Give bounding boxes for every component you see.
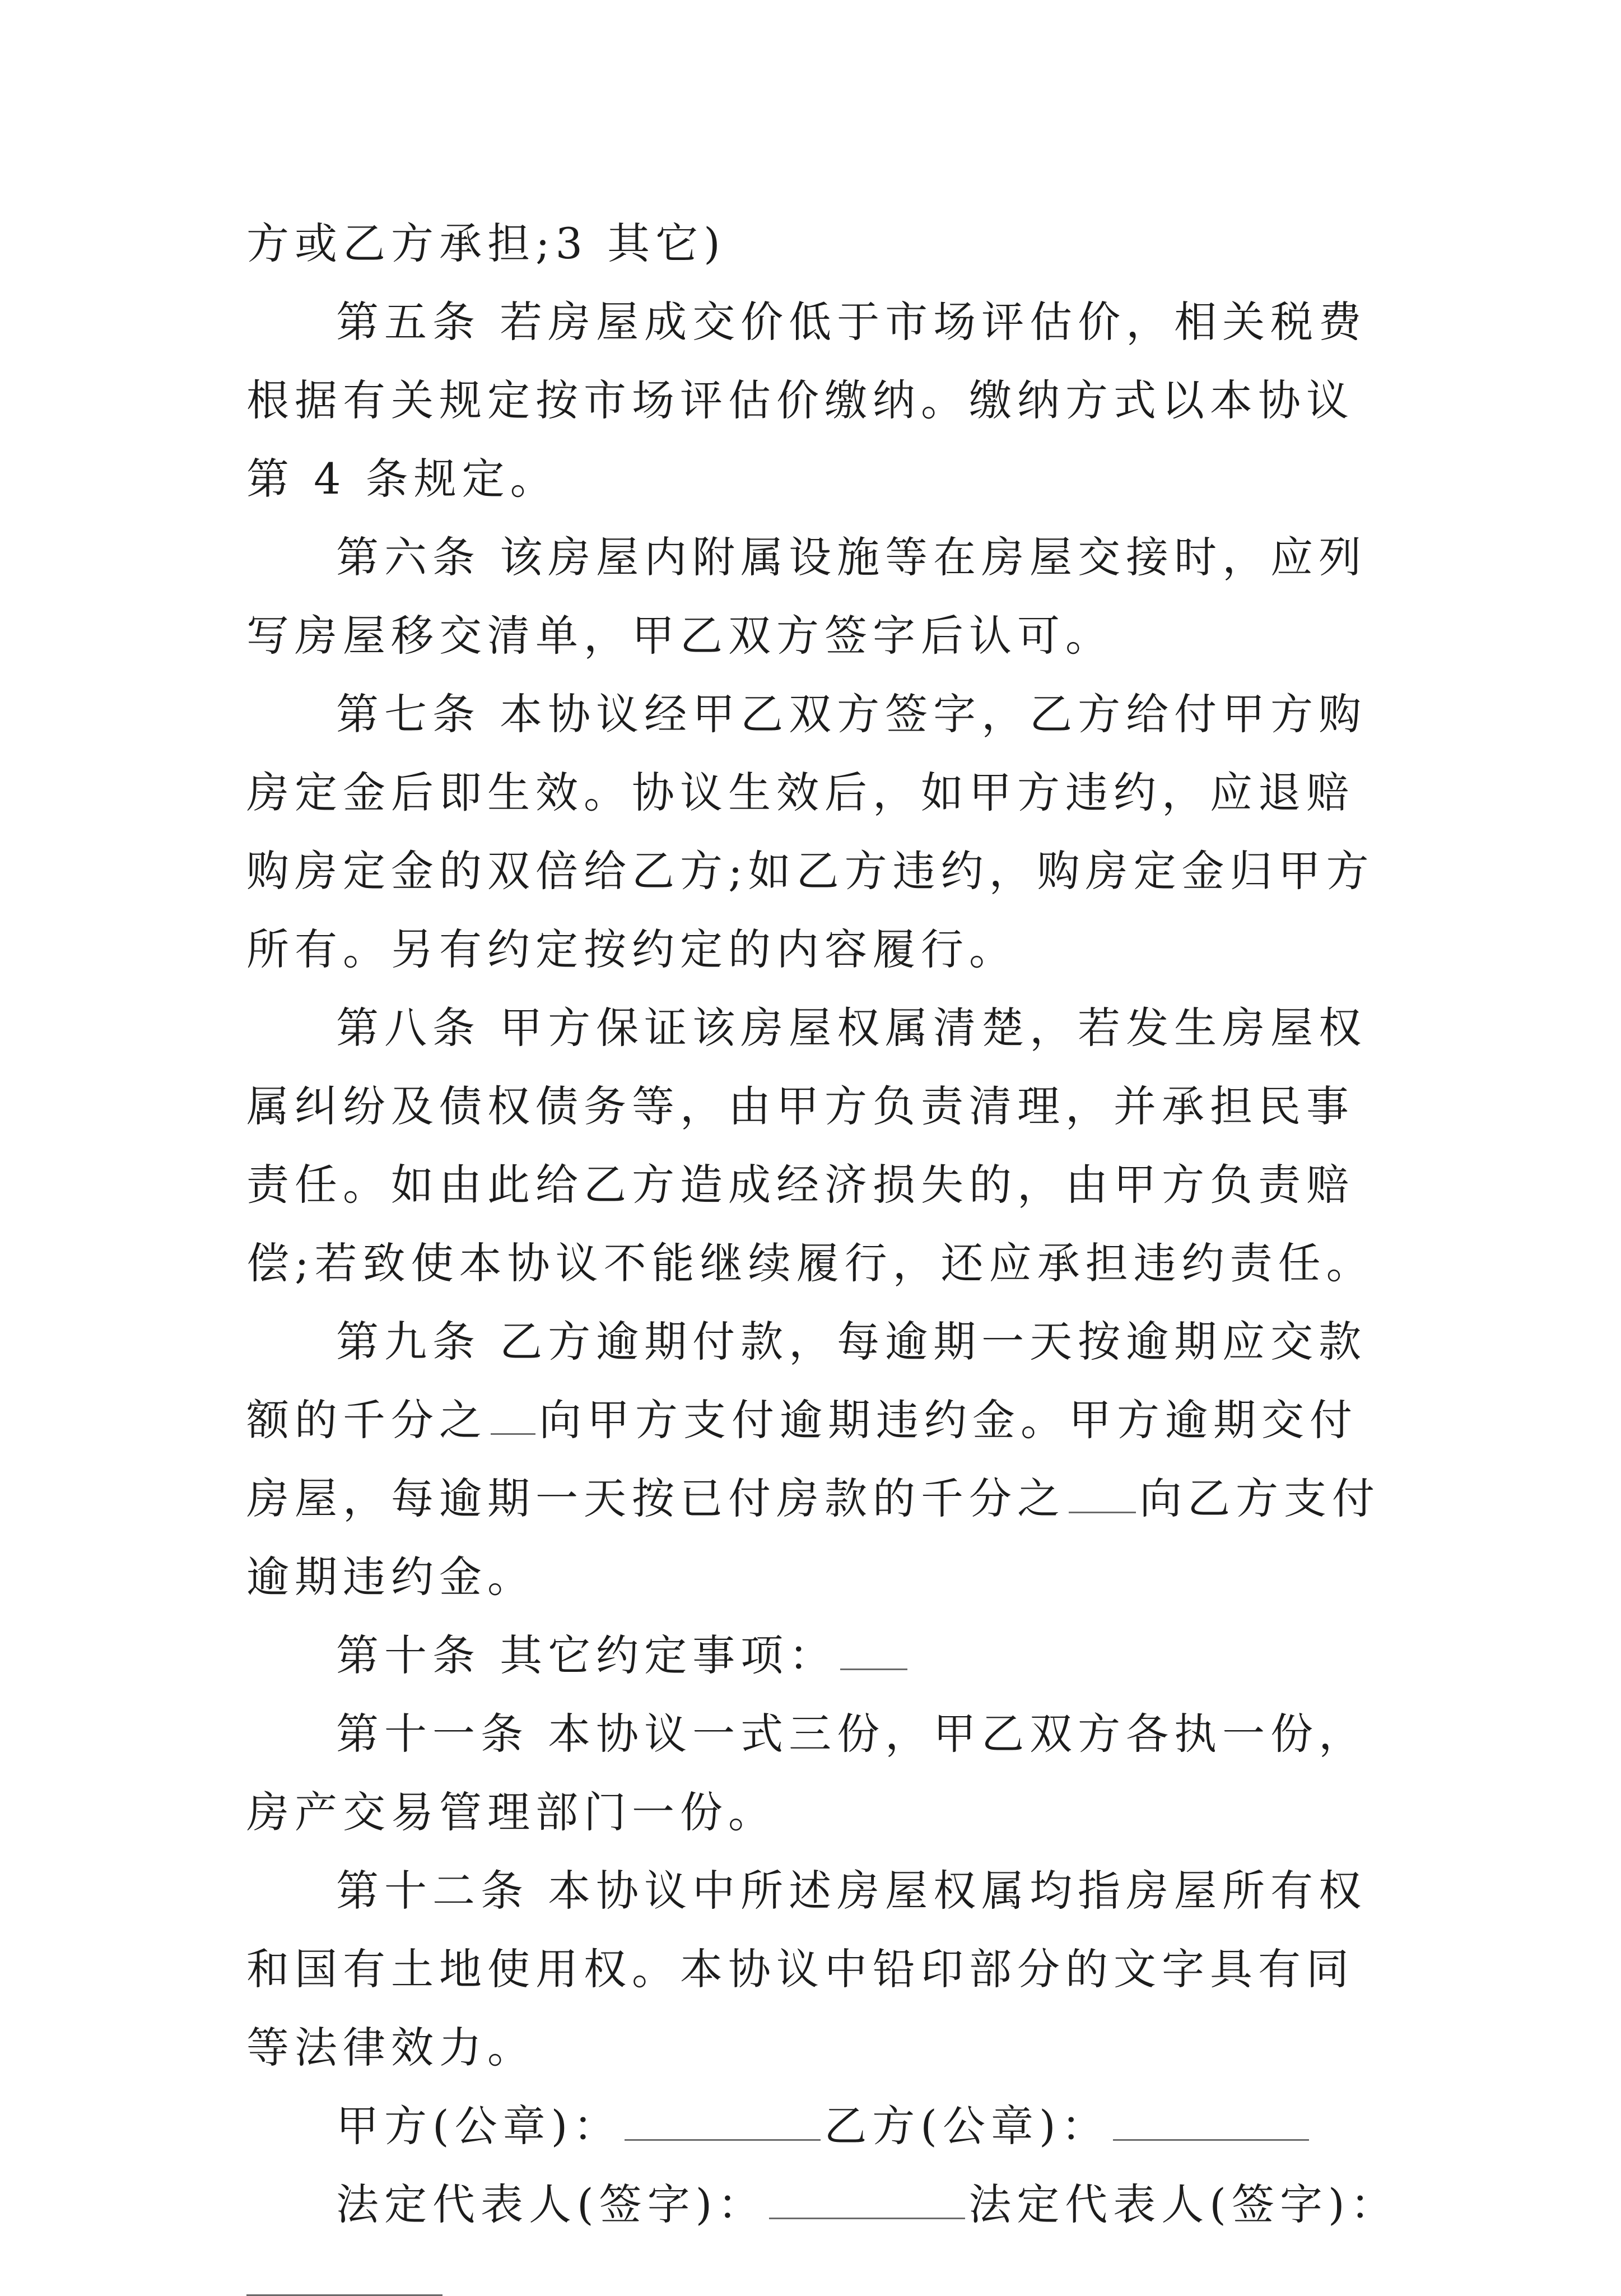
party-a-rep-blank [769, 2181, 965, 2219]
article-11: 第十一条 本协议一式三份，甲乙双方各执一份，房产交易管理部门一份。 [246, 1709, 1367, 1837]
party-b-seal-label: 乙方(公章)： [824, 2101, 1110, 2151]
party-b-rep-label: 法定代表人(签字)： [968, 2179, 1399, 2229]
article-9-part-2: 向甲方支付逾期违约金。甲方逾期交付房屋，每逾期一天按已付房款的千分之 [246, 1395, 1358, 1523]
article-9-part-1: 第九条 乙方逾期付款，每逾期一天按逾期应交款额的千分之 [246, 1317, 1367, 1445]
article-12: 第十二条 本协议中所述房屋权属均指房屋所有权和国有土地使用权。本协议中铅印部分的文字具有同等法律效力。 [246, 1866, 1367, 2072]
article-6: 第六条 该房屋内附属设施等在房屋交接时，应列写房屋移交清单，甲乙双方签字后认可。 [246, 532, 1367, 661]
blank-rate-1 [491, 1396, 535, 1435]
seal-row [246, 2087, 1400, 2165]
party-a-seal-blank [625, 2102, 821, 2141]
paragraph-continuation: 方或乙方承担;3 其它) [246, 219, 726, 268]
article-10 [246, 1616, 1400, 1695]
party-a-rep-label: 法定代表人(签字)： [336, 2179, 766, 2229]
party-a-seal-label: 甲方(公章)： [336, 2101, 622, 2151]
document-body [246, 204, 1400, 2296]
article-5: 第五条 若房屋成交价低于市场评估价，相关税费根据有关规定按市场评估价缴纳。缴纳方式以本协议第 4 条规定。 [246, 297, 1367, 504]
article-10-text: 第十条 其它约定事项： [336, 1630, 837, 1680]
article-9-part-3: 向乙方支付逾期违约金。 [246, 1474, 1380, 1602]
article-9 [246, 1303, 1400, 1616]
blank-other-terms [840, 1632, 907, 1670]
article-8: 第八条 甲方保证该房屋权属清楚，若发生房屋权属纠纷及债权债务等，由甲方负责清理，并承担民事责任。如由此给乙方造成经济损失的，由甲方负责赔偿;若致使本协议不能继续履行，还应承担违约责任。 [246, 1003, 1375, 1288]
blank-rate-2 [1069, 1475, 1136, 1513]
representative-row [246, 2165, 1400, 2244]
article-7: 第七条 本协议经甲乙双方签字，乙方给付甲方购房定金后即生效。协议生效后，如甲方违约，应退赔购房定金的双倍给乙方;如乙方违约，购房定金归甲方所有。另有约定按约定的内容履行。 [246, 689, 1375, 974]
party-b-seal-blank [1113, 2102, 1309, 2141]
